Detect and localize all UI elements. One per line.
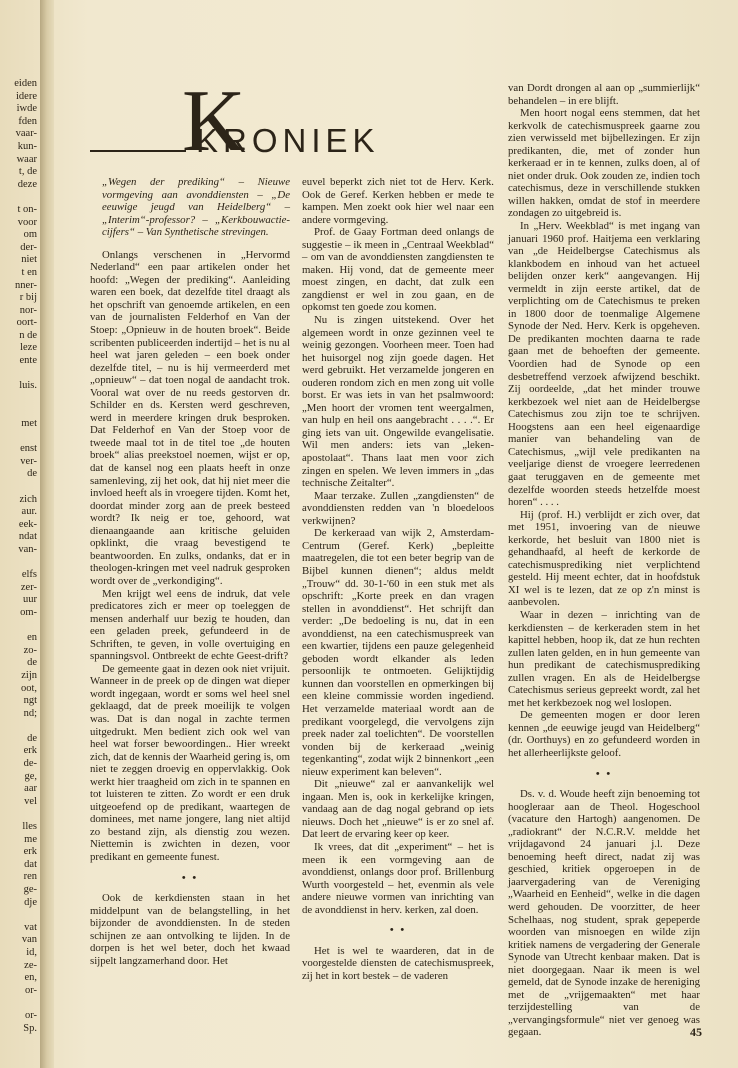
edge-fragment: dje [24,896,37,908]
paragraph: Men hoort nogal eens stemmen, dat het kerkvolk de catechismuspreek gaarne zou zien verwisseld met bijbellezingen. Er zijn predikanten, die, met of zonder hun kerkeraad er in te kennen, zulks doen, al of niet onder druk. Ook zouden ze, indien toch catechismus, deze in verschillende stukken willen hakken, omdat de stof in meerdere zondagen zo uitgebreid is. [508,107,700,220]
edge-fragment: vat [24,921,37,933]
edge-fragment: nor- [19,304,37,316]
edge-fragment: uur [23,594,37,606]
edge-fragment: erk [23,846,37,858]
edge-fragment: fden [18,115,37,127]
edge-fragment [0,720,40,733]
edge-fragment: vel [24,795,37,807]
paragraph: Dit „nieuwe“ zal er aanvankelijk wel ingaan. Men is, ook in kerkelijke kringen, vandaag aan de dag nogal gebrand op iets nieuws. Doch het „nieuwe“ is er zo snel af. Dat leert de ervaring keer op keer. [302,778,494,841]
edge-fragment: ge, [24,770,37,782]
edge-fragment: r bij [19,292,37,304]
edge-fragment: n de [19,329,37,341]
edge-fragment: eek- [18,518,37,530]
paragraph: Maar terzake. Zullen „zangdiensten“ de avonddiensten redden van 'n bloedeloos verkwijnen? [302,489,494,527]
edge-fragment: ze- [24,959,37,971]
paragraph: Prof. de Gaay Fortman deed onlangs de suggestie – ik meen in „Centraal Weekblad“ – om van de avonddiensten zangdiensten te maken. Hij vond, dat de gemeente meer moest zingen, en dacht, dat zulk een zangdienst er wel in zou gaan, en de opkomst ten goede zou komen. [302,226,494,314]
edge-fragment: niet [21,254,37,266]
edge-fragment: aar [24,783,37,795]
edge-fragment: de- [23,758,37,770]
edge-fragment [0,909,40,922]
edge-fragment: aur. [21,506,37,518]
section-separator: • • [595,767,613,780]
edge-fragment: Sp. [23,1022,37,1034]
edge-fragment: t, de [18,166,37,178]
edge-fragment: de [27,657,37,669]
edge-fragment: ngt [23,695,37,707]
paragraph: Nu is zingen uitstekend. Over het algemeen wordt in onze gezinnen veel te weinig gezongen. Voorheen meer. Toen had het huisorgel nog zijn goede dagen. Het werd gebruikt. Het verzamelde jongeren en ouderen rondom zich en men zong uit volle borst. Er was iets in van het psalmwoord: „Men hoort der vromen tent weergalmen, van hulp en heil ons aangebracht . . . .“. Er ging iets van uit. Ongewilde evangelisatie. Wil men anders: iets van „leken-apostolaat“. Thans laat men voor zich zingen en spelen. We leven immers in „das technische Zeitalter“. [302,314,494,490]
column-1 [90,176,290,967]
edge-fragment: or- [24,984,37,996]
edge-fragment: vaar- [15,128,37,140]
paragraph: In „Herv. Weekblad“ is met ingang van januari 1960 prof. Haitjema een verklaring van „de Heidelbergse Catechismus als klankbodem en inhoud van het actueel belijden onzer kerk“ aangevangen. Hij vermeldt in zijn eerste artikel, dat de verplichting om de Catechismus te preken in 1800 door de toenmalige Algemene Synode der Ned. Herv. Kerk is opgeheven. De predikanten mochten daarna te rade gaan met de behoeften der gemeente. Voordien had de Synode op een desbetreffend verzoek afwijzend beschikt. Zij oordeelde, „dat het minder trouwe kerkbezoek wel niet aan de Heidelbergse Catechismus zou zijn toe te schrijven. Hoogstens aan een heel eigenaardige manier van behandeling van de Catechismus, „wijl vele predikanten na veeljarige dienst de vroegere leerredenen gaat teruggaven en de gemeente met dezelfde woorden steeds hetzelfde moest horen“ . . . . [508,220,700,509]
edge-fragment: om [23,229,37,241]
paragraph: De kerkeraad van wijk 2, Amsterdam-Centrum (Geref. Kerk) „bepleitte maatregelen, die tot een beter begrip van de Bijbel kunnen dienen“; aldus meldt „Trouw“ dd. 30-1-'60 in een stuk met als opschrift: „Korte preek en dan vragen stellen in avonddienst“. Het schrijft dan verder: „De bedoeling is nu, dat in een avonddienst, na een catechismuspreek van een kwartier, tijdens een pauze gelegenheid geboden wordt elkander als leden persoonlijk te ontmoeten. Gelijktijdig kunnen dan voorstellen en opmerkingen bij een kleine commissie worden ingediend. Het verzamelde materiaal wordt aan de predikant voorgelegd, die vervolgens zijn preek nader zal toelichten“. De voorstellen vonden bij de kerkeraad „weinig tegenkanting“, zodat wijk 2 binnenkort „een nieuw experiment kan beleven“. [302,527,494,778]
edge-fragment: ente [19,355,37,367]
edge-fragment: de [27,732,37,744]
paragraph: Men krijgt wel eens de indruk, dat vele predicatores zich er meer op toeleggen de mensen anderhalf uur bezig te houden, dan een geladen preek, gefundeerd in de Schriften, te geven, in volle overtuiging en spanningsvol. Ontbreekt de echte Geest-drift? [90,587,290,663]
paragraph: van Dordt drongen al aan op „summierlijk“ behandelen – in ere blijft. [508,82,700,107]
masthead-rule [90,150,186,152]
section-title: KRONIEK [196,122,380,159]
edge-fragment: eiden [14,78,37,89]
edge-fragment: deze [17,178,37,190]
edge-fragment: van- [18,543,37,555]
edge-fragment [0,808,40,821]
column-3 [508,82,700,1039]
edge-fragment: nd; [23,707,37,719]
paragraph: euvel beperkt zich niet tot de Herv. Kerk. Ook de Geref. Kerken hebben er mede te kampen. Men zoekt ook hier wel naar een andere vormgeving. [302,176,494,226]
edge-fragment [0,368,40,381]
paragraph: Ds. v. d. Woude heeft zijn benoeming tot hoogleraar aan de Theol. Hogeschool (vacature den Hartogh) aangenomen. De „radiokrant“ der N.C.R.V. meldde het vrijdagavond 24 januari j.l. Deze benoeming heeft direct, nadat zij was geschied, kritiek opgeroepen in de jaarvergadering van de Vereniging „Waarheid en Eenheid“, welke in die dagen werd gehouden. De voorzitter, de heer Schelhaas, nog student, sprak gepeperde woorden van misnoegen en wilde zijn kritiek namens de vergadering der Generale Synode van Utrecht kenbaar maken. Dat is niet doorgegaan. Naar ik meen is wel gemeld, dat de Synode inzake de hereniging met de „vrijgemaakten“ met haar terzijdestelling van de „vervangingsformule“ niet ver genoeg was gegaan. [508,788,700,1039]
edge-fragment: ndat [18,531,37,543]
edge-fragment: en, [24,972,37,984]
edge-fragment: kun- [17,140,37,152]
edge-fragment: nner- [15,279,37,291]
previous-page-edge [0,78,40,1035]
edge-fragment: id, [26,946,37,958]
edge-fragment: der- [20,241,37,253]
edge-fragment: enst [20,443,37,455]
edge-fragment: idere [16,90,37,102]
book-gutter [40,0,54,1068]
edge-fragment: van [21,934,37,946]
edge-fragment: met [21,418,37,430]
edge-fragment: zer- [20,581,37,593]
section-masthead [90,73,390,178]
edge-fragment: oort- [16,317,37,329]
edge-fragment: luis. [19,380,37,392]
edge-fragment: t en [21,266,37,278]
paragraph: Onlangs verschenen in „Hervormd Nederland“ een paar artikelen onder het hoofd: „Wegen der prediking“. Aanleiding waren een boek, dat dezelfde titel draagt als het opschrift van genoemde artikelen, en een van de journalisten Felderhof en Van der Stoep: „Opnieuw in de houten broek“. Beide scribenten publiceerden indertijd – het is nu al heel wat jaren geleden – een boek onder dezelfde titel, – nu is hij vermeerderd met „opnieuw“ – dat toen nogal de aandacht trok. Vooral wat over de nu reeds gestorven dr. Schilder en ds. Kersten werd geschreven, werd in meerdere kringen druk besproken. Dat Felderhof en Van der Stoep voor de tweede maal tot in de titel toe „de houten broek“ alias preekstoel noemen, wijst er op, dat de kansel nog een plaats heeft in onze samenleving, zij het ook, dat hij niet meer die invloed heeft als in vroegere tijden. Komt het, doordat minder zorg aan de preek besteed wordt? Ik neig er toe, gehoord, wat dienaangaande aan kritische geluiden opklinkt, die vraag bevestigend te beantwoorden. En zulks, ondanks, dat er in theologen-kringen met veel nadruk gesproken wordt over de „verkondiging“. [90,248,290,587]
edge-fragment: ver- [20,455,37,467]
paragraph: Hij (prof. H.) verblijdt er zich over, dat met 1951, invoering van de nieuwe kerkorde, het besluit van 1800 niet is gehandhaafd, al heeft de kerkorde de catechismusprediking niet verplichtend gesteld. Hij meent echter, dat in hoofdstuk XI wel is te lezen, dat ze op z'n minst is aanbevolen. [508,508,700,609]
edge-fragment: voor [17,216,37,228]
edge-fragment: waar [16,153,37,165]
edge-fragment: ge- [23,884,37,895]
edge-fragment: zich [19,493,37,505]
edge-fragment: elfs [21,569,37,581]
page-number: 45 [690,1025,702,1039]
edge-fragment: en [27,632,37,644]
edge-fragment [0,557,40,570]
edge-fragment [0,405,40,418]
edge-fragment [0,431,40,444]
edge-fragment [0,997,40,1010]
edge-fragment: ren [23,871,37,883]
paragraph: Waar in dezen – inrichting van de kerkdiensten – de kerkeraden stem in het kapittel hebben, hoop ik, dat ze hun rechten zullen laten gelden, en in hun gemeente van hun predikant de catechismusprediking zullen vragen. En als de Heidelbergse Catechismus serieus gepreekt wordt, zal het met het kerkbezoek nog wel loslopen. [508,608,700,709]
edge-fragment: om- [20,606,37,618]
edge-fragment [0,393,40,406]
edge-fragment: t on- [17,203,37,215]
edge-fragment [0,481,40,494]
edge-fragment: zijn [21,669,37,681]
edge-fragment: zo- [23,644,37,656]
column-2 [302,176,494,982]
edge-fragment: iwde [16,103,37,115]
section-separator: • • [389,924,407,937]
paragraph: De gemeente gaat in dezen ook niet vrijuit. Wanneer in de preek op de dingen wat dieper wordt ingegaan, wordt er soms wel heel snel geklaagd, dat de preek moeilijk te volgen was. Dat is dan nogal in zachte termen uitgedrukt. Men bedient zich ook wel van heel wat forser bewoordingen.. Hier wreekt zich, dat de kennis der Waarheid gering is, om niet te zeggen droevig en oppervlakkig. Ook werkt hier traagheid om zich in te spannen en tot luisteren te zitten. Zo wordt er een druk uitgeoefend op de predikant, waartegen de dominees, met name jongere, lang niet altijd zo bestand zijn, als dienstig zou wezen. Niettemin is zwichten in dezen, voor predikant en gemeente funest. [90,662,290,863]
edge-fragment: or- [24,1009,37,1021]
summary: „Wegen der prediking“ – Nieuwe vormgeving aan avonddiensten – „De eeuwige jeugd van Heidelberg“ – „Interim“-professor? – „Kerkbouwactie-cijfers“ – Van Synthetische strevingen. [102,176,290,239]
paragraph: Het is wel te waarderen, dat in de voorgestelde diensten de catechismuspreek, zij het in kort bestek – de vaderen [302,944,494,982]
edge-fragment: oot, [20,682,37,694]
paragraph: De gemeenten mogen er door leren kennen „de eeuwige jeugd van Heidelberg“ (dr. Oorthuys) en zo gefundeerd worden in het allerheerlijkste geloof. [508,709,700,759]
paragraph: Ook de kerkdiensten staan in het middelpunt van de belangstelling, in het bijzonder de avonddiensten. In de steden schijnen ze aan ontvolking te lijden. In de dorpen is het wel beter, doch het kwaad sijpelt langzamerhand door. Het [90,892,290,967]
edge-fragment [0,191,40,204]
edge-fragment: dat [24,858,37,870]
edge-fragment: me [24,833,37,845]
masthead-initial: K [182,73,246,170]
paragraph: Ik vrees, dat dit „experiment“ – het is meen ik een vormgeving aan de avonddienst, onlangs door prof. Brillenburg Wurth voorgesteld – het, evenmin als vele andere nieuwe vormen van inrichting van de avonddienst in herv. kerken, zal doen. [302,840,494,916]
edge-fragment: erk [23,745,37,757]
section-separator: • • [181,871,199,884]
edge-fragment: de [27,468,37,480]
edge-fragment: leze [20,342,37,354]
edge-fragment [0,620,40,633]
edge-fragment: lles [22,821,37,833]
